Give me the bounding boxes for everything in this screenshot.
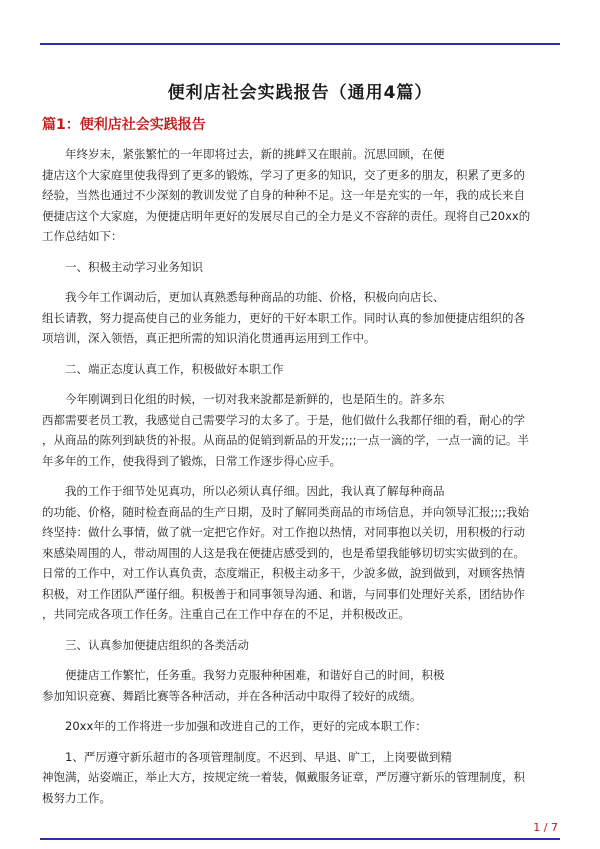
text-line: 神饱满，站姿端正，举止大方，按规定统一着装，佩戴服务证章，严厉遵守新乐的管理制度，积	[42, 770, 525, 784]
text-line: 我的工作于细节处见真功，所以必须认真仔细。因此，我认真了解每种商品	[65, 484, 445, 498]
text-line: 年多年的工作，使我得到了锻炼，日常工作逐步得心应手。	[42, 453, 341, 468]
subheading-2	[42, 359, 560, 380]
document-title: 便利店社会实践报告（通用4篇）	[167, 83, 433, 103]
text-line: 一、积极主动学习业务知识	[65, 259, 203, 274]
text-line: 日常的工作中，对工作认真负责，态度端正，积极主动多干，少說多做，說到做到，对顾客热情	[42, 566, 525, 580]
subheading-3	[42, 635, 560, 656]
text-line: 经验，当然也通过不少深刻的教训发觉了自身的种种不足。这一年是充实的一年，我的成长来自	[42, 188, 525, 202]
text-line: 项培训，深入领悟，真正把所需的知识消化贯通再运用到工作中。	[42, 331, 376, 345]
bottom-rule	[40, 838, 560, 840]
text-line: 二、端正态度认真工作，积极做好本职工作	[65, 361, 284, 376]
text-line: 极努力工作。	[42, 790, 111, 805]
top-rule	[40, 43, 560, 45]
paragraph-attitude	[42, 389, 560, 471]
text-line: 三、认真参加便捷店组织的各类活动	[65, 637, 249, 652]
text-line: 西都需要老员工教，我感觉自己需要学习的太多了。于是，他们做什么我都仔细的看，耐心的学	[42, 412, 525, 427]
section-heading: 篇1：便利店社会实践报告	[42, 117, 206, 133]
text-line: 1、严厉遵守新乐超市的各项管理制度。不迟到、早退、旷工，上岗要做到精	[65, 749, 452, 764]
page-number: 1 / 7	[533, 821, 558, 834]
paragraph-detail	[42, 481, 560, 625]
text-line: 今年刚调到日化组的时候，一切对我来說都是新鲜的，也是陌生的。許多东	[65, 392, 445, 406]
text-line: 积极，对工作团队严谨仔细。积极善于和同事领导沟通、和谐，与同事们处理好关系，团结协作	[42, 586, 525, 601]
paragraph-intro	[42, 144, 560, 247]
text-line: 20xx年的工作将进一步加强和改进自己的工作，更好的完成本职工作：	[65, 719, 427, 733]
text-line: 的功能、价格，随时检查商品的生产日期，及时了解同类商品的市场信息，并向领导汇报;;;;我始	[42, 504, 529, 519]
text-line: ，共同完成各项工作任务。注重自己在工作中存在的不足，并积极改正。	[42, 607, 410, 621]
text-line: 捷店这个大家庭里使我得到了更多的锻炼，学习了更多的知识，交了更多的朋友，积累了更多的	[42, 167, 525, 182]
text-line: ，从商品的陈列到缺货的补报。从商品的促销到新品的开发;;;;一点一滴的学，一点一滴的记。半	[42, 433, 529, 447]
text-line: 工作总结如下：	[42, 229, 123, 243]
text-line: 我今年工作调动后，更加认真熟悉每种商品的功能、价格，积极向向店长、	[65, 290, 445, 304]
subheading-1	[42, 257, 560, 278]
paragraph-study	[42, 287, 560, 349]
text-line: 便捷店这个大家庭，为便捷店明年更好的发展尽自己的全力是义不容辞的责任。现将自己20xx的	[42, 208, 531, 223]
text-line: 來感染周围的人，带动周围的人这是我在便捷店感受到的，也是希望我能够切切实实做到的在。	[42, 545, 525, 560]
paragraph-activities	[42, 665, 560, 706]
paragraph-plan-1	[42, 747, 560, 809]
text-line: 终坚持：做什么事情，做了就一定把它作好。对工作抱以热情，对同事抱以关切，用积极的行动	[42, 525, 525, 539]
document-body	[42, 144, 560, 808]
paragraph-plan-intro	[42, 716, 560, 737]
text-line: 参加知识竞赛、舞蹈比赛等各种活动，并在各种活动中取得了较好的成绩。	[42, 688, 422, 703]
text-line: 组长请教，努力提高使自己的业务能力，更好的干好本职工作。同时认真的参加便捷店组织的各	[42, 310, 525, 325]
text-line: 便捷店工作繁忙，任务重。我努力克服种种困难，和谐好自己的时间，积极	[65, 668, 445, 682]
text-line: 年终岁末，紧张繁忙的一年即将过去，新的挑衅又在眼前。沉思回顾，在便	[65, 147, 445, 161]
